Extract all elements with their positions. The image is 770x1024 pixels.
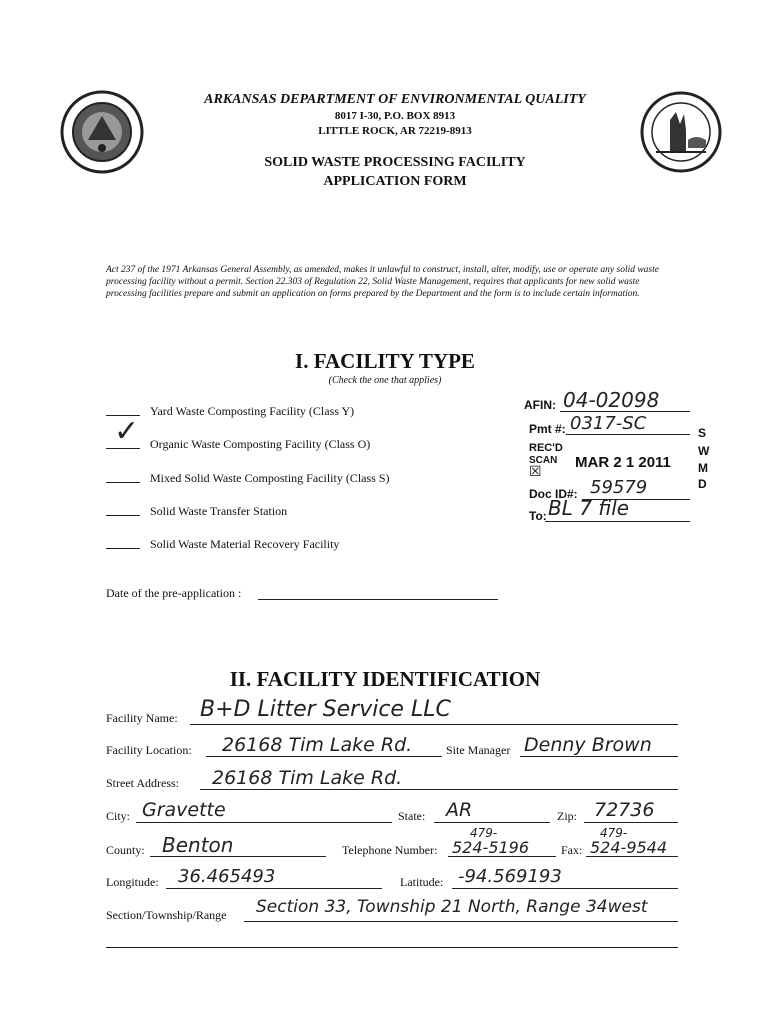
option-label-organic: Organic Waste Composting Facility (Class O)	[150, 437, 371, 451]
site-manager-value: Denny Brown	[524, 734, 652, 756]
agency-address-line2: LITTLE ROCK, AR 72219-8913	[318, 125, 472, 137]
fax-label: Fax:	[561, 843, 583, 857]
recd-label: REC'D	[529, 442, 563, 454]
scan-checkbox-icon: ☒	[529, 465, 542, 480]
side-letter-d: D	[698, 477, 707, 491]
longitude-value: 36.465493	[178, 866, 276, 887]
afin-value: 04-02098	[563, 388, 660, 412]
fax-area-code: 479-	[600, 826, 628, 840]
agency-name: ARKANSAS DEPARTMENT OF ENVIRONMENTAL QUALITY	[204, 92, 586, 107]
section-township-range-field[interactable]	[244, 921, 678, 922]
scan-label: SCAN	[529, 455, 558, 466]
pmt-value: 0317-SC	[570, 413, 647, 434]
section1-subtitle: (Check the one that applies)	[328, 375, 442, 386]
zip-value: 72736	[594, 799, 655, 821]
option-label-transfer: Solid Waste Transfer Station	[150, 504, 288, 518]
additional-line-field[interactable]	[106, 947, 678, 948]
to-label: To:	[529, 509, 547, 523]
site-manager-label: Site Manager	[446, 743, 511, 757]
telephone-label: Telephone Number:	[342, 843, 438, 857]
longitude-field[interactable]	[166, 888, 382, 889]
option-label-recovery: Solid Waste Material Recovery Facility	[150, 537, 340, 551]
state-label: State:	[398, 809, 426, 823]
preapp-date-label: Date of the pre-application :	[106, 586, 242, 600]
preapp-date-field[interactable]	[258, 599, 498, 600]
adeq-agency-seal	[640, 90, 722, 174]
check-mark-icon: ✓	[114, 414, 140, 449]
latitude-label: Latitude:	[400, 875, 444, 889]
facility-location-value: 26168 Tim Lake Rd.	[222, 734, 413, 756]
pmt-underline	[566, 434, 690, 435]
to-underline	[545, 521, 690, 522]
agency-address-line1: 8017 I-30, P.O. BOX 8913	[334, 110, 456, 122]
state-field[interactable]	[434, 822, 550, 823]
telephone-value: 524-5196	[452, 838, 530, 857]
intro-paragraph: Act 237 of the 1971 Arkansas General Assembly, as amended, makes it unlawful to construct, install, alter, modify, use or operate any solid waste processing facility without a permit. Section 22.303 of Regulation 22, Solid Waste Management, requires that applicants for new solid waste processing facilities prepare and submit an application on forms prepared by the Department and the form is to include certain information.	[106, 265, 659, 299]
pmt-label: Pmt #:	[529, 422, 566, 436]
option-label-mixed: Mixed Solid Waste Composting Facility (Class S)	[150, 471, 390, 485]
street-address-label: Street Address:	[106, 776, 179, 790]
latitude-field[interactable]	[452, 888, 678, 889]
section1-title: I. FACILITY TYPE	[295, 349, 475, 373]
afin-label: AFIN:	[524, 398, 556, 412]
side-letter-m: M	[698, 461, 708, 475]
longitude-label: Longitude:	[106, 875, 159, 889]
option-label-yard: Yard Waste Composting Facility (Class Y)	[150, 404, 355, 418]
zip-field[interactable]	[584, 822, 678, 823]
afin-underline	[560, 411, 690, 412]
city-label: City:	[106, 809, 131, 823]
checkbox-line-transfer[interactable]	[106, 515, 140, 516]
city-value: Gravette	[142, 799, 226, 821]
fax-value: 524-9544	[590, 838, 668, 857]
section-township-range-label: Section/Township/Range	[106, 908, 227, 922]
zip-label: Zip:	[557, 809, 577, 823]
county-label: County:	[106, 843, 145, 857]
latitude-value: -94.569193	[458, 866, 562, 887]
received-date: MAR 2 1 2011	[575, 454, 671, 471]
facility-name-value: B+D Litter Service LLC	[200, 697, 451, 722]
street-address-value: 26168 Tim Lake Rd.	[212, 767, 403, 789]
section-township-range-value: Section 33, Township 21 North, Range 34west	[256, 897, 648, 917]
docid-label: Doc ID#:	[529, 487, 578, 501]
side-letter-w: W	[698, 444, 710, 458]
facility-location-label: Facility Location:	[106, 743, 192, 757]
docid-value: 59579	[590, 477, 648, 498]
form-title-line1: SOLID WASTE PROCESSING FACILITY	[264, 155, 526, 170]
facility-name-field[interactable]	[190, 724, 678, 725]
side-letter-s: S	[698, 426, 707, 440]
arkansas-state-seal	[60, 90, 144, 174]
to-value: BL 7 file	[548, 496, 630, 520]
checkbox-line-recovery[interactable]	[106, 548, 140, 549]
city-field[interactable]	[136, 822, 392, 823]
county-value: Benton	[162, 833, 234, 857]
state-value: AR	[446, 799, 473, 821]
facility-name-label: Facility Name:	[106, 711, 178, 725]
form-title-line2: APPLICATION FORM	[323, 174, 467, 189]
checkbox-line-mixed[interactable]	[106, 482, 140, 483]
facility-location-field[interactable]	[206, 756, 442, 757]
telephone-area-code: 479-	[470, 826, 498, 840]
site-manager-field[interactable]	[520, 756, 678, 757]
street-address-field[interactable]	[200, 789, 678, 790]
section2-title: II. FACILITY IDENTIFICATION	[229, 667, 541, 691]
